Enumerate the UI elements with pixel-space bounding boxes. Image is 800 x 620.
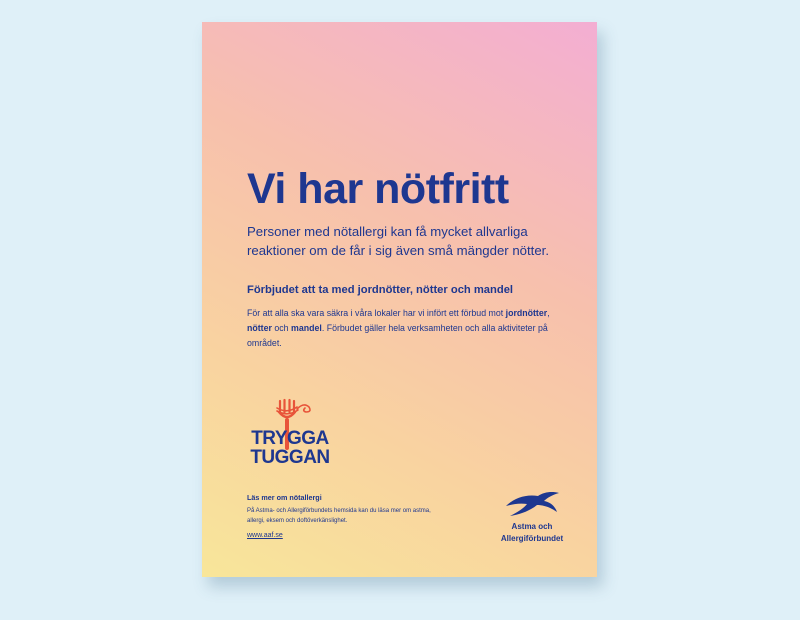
lead-paragraph: Personer med nötallergi kan få mycket allvarliga reaktioner om de får i sig även små mängder nötter. (247, 224, 549, 258)
org-name-line-1: Astma och (511, 522, 553, 531)
logo-line-1: TRYGGA (251, 428, 329, 449)
prohibition-paragraph (247, 306, 572, 351)
body-separator: och (271, 323, 291, 333)
poster (202, 22, 597, 577)
more-info-heading: Läs mer om nötallergi (247, 493, 322, 502)
poster-title: Vi har nötfritt (247, 165, 509, 213)
org-name-line-2: Allergiförbundet (500, 534, 564, 543)
trygga-tuggan-logo (242, 398, 340, 468)
swallow-bird-icon (504, 490, 560, 520)
body-separator: , (547, 308, 550, 318)
almonds-term: mandel (291, 323, 322, 333)
body-text-part: För att alla ska vara säkra i våra lokaler har vi infört ett förbud mot (247, 308, 506, 318)
nuts-term: nötter (247, 323, 272, 333)
astma-allergiforbundet-logo (492, 490, 572, 548)
prohibition-heading: Förbjudet att ta med jordnötter, nötter och mandel (247, 284, 514, 296)
trygga-tuggan-logo-graphic (242, 398, 340, 468)
body-text-part: . Förbudet gäller hela verksamheten och alla aktiviteter på området. (247, 323, 548, 348)
more-info-text: På Astma- och Allergiförbundets hemsida kan du läsa mer om astma, allergi, eksem och doftöverkänslighet. (247, 508, 431, 524)
aaf-website-link[interactable]: www.aaf.se (247, 532, 283, 539)
peanuts-term: jordnötter (505, 308, 548, 318)
logo-line-2: TUGGAN (250, 447, 330, 468)
